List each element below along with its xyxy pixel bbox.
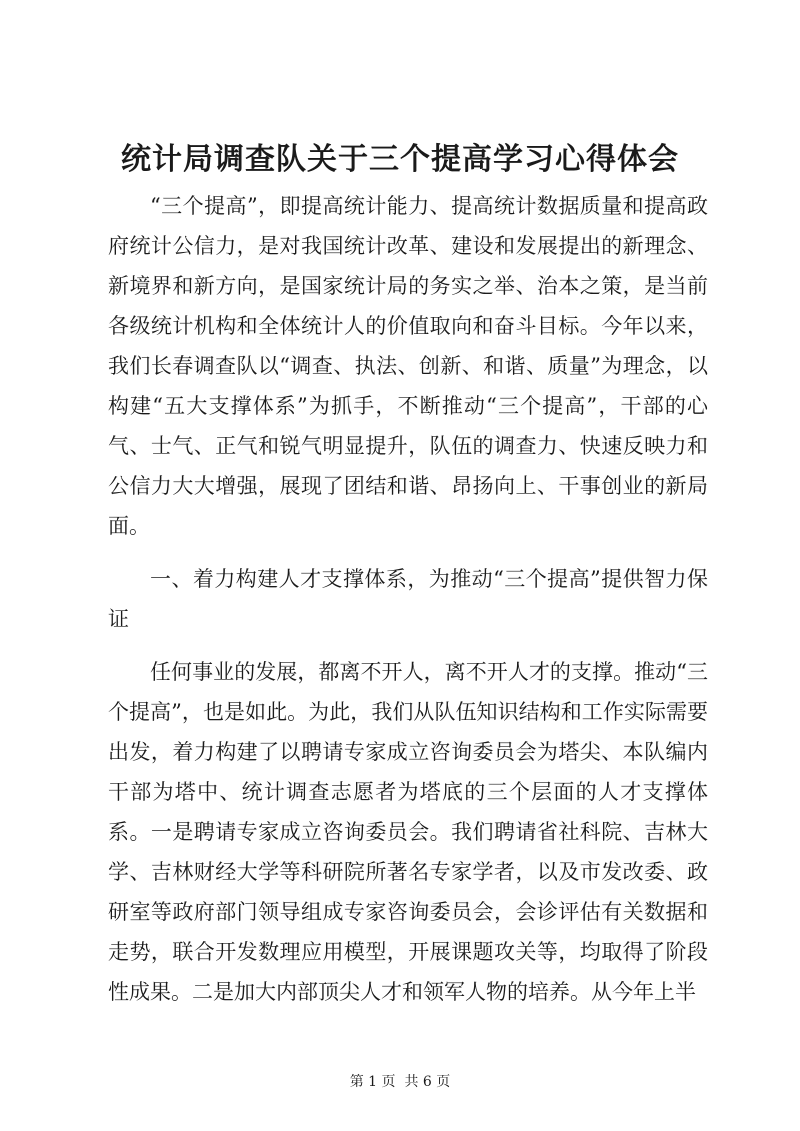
document-body (108, 186, 708, 1012)
paragraph-talent-system: 任何事业的发展，都离不开人，离不开人才的支撑。推动“三个提高”，也是如此。为此，我们从队伍知识结构和工作实际需要出发，着力构建了以聘请专家成立咨询委员会为塔尖、本队编内干部为塔中、统计调查志愿者为塔底的三个层面的人才支撑体系。一是聘请专家成立咨询委员会。我们聘请省社科院、吉林大学、吉林财经大学等科研院所著名专家学者，以及市发改委、政研室等政府部门领导组成专家咨询委员会，会诊评估有关数据和走势，联合开发数理应用模型，开展课题攻关等，均取得了阶段性成果。二是加大内部顶尖人才和领军人物的培养。从今年上半 (108, 660, 708, 1004)
paragraph-section-heading: 一、着力构建人才支撑体系，为推动“三个提高”提供智力保证 (108, 567, 708, 631)
page-number: 第 1 页 共 6 页 (349, 1074, 451, 1090)
page-footer (0, 1072, 800, 1092)
paragraph-intro: “三个提高”，即提高统计能力、提高统计数据质量和提高政府统计公信力，是对我国统计改革、建设和发展提出的新理念、新境界和新方向，是国家统计局的务实之举、治本之策，是当前各级统计机构和全体统计人的价值取向和奋斗目标。今年以来，我们长春调查队以“调查、执法、创新、和谐、质量”为理念，以构建“五大支撑体系”为抓手，不断推动“三个提高”，干部的心气、士气、正气和锐气明显提升，队伍的调查力、快速反映力和公信力大大增强，展现了团结和谐、昂扬向上、干事创业的新局面。 (108, 194, 708, 538)
document-title: 统计局调查队关于三个提高学习心得体会 (121, 142, 679, 177)
